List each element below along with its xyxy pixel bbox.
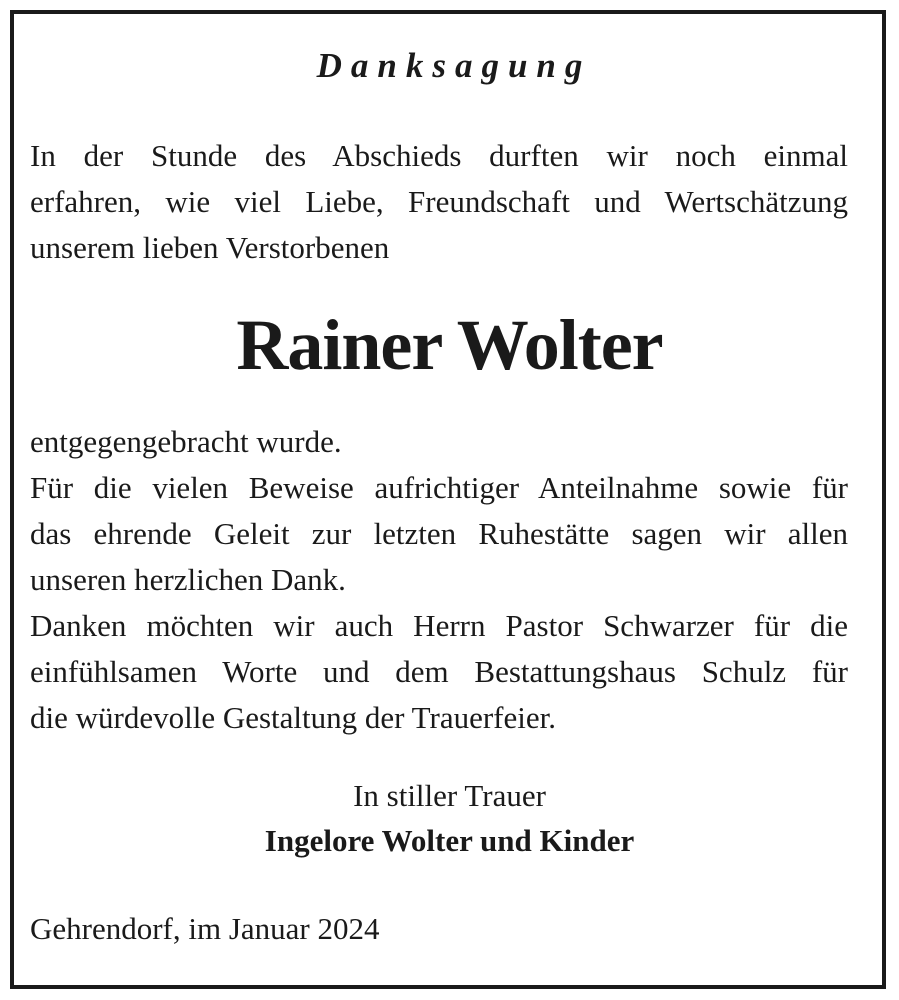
notice-heading: Danksagung: [316, 46, 592, 85]
body-paragraph: [30, 419, 848, 741]
body-line: unseren herzlichen Dank.: [30, 562, 346, 597]
body-line: Für die vielen Beweise aufrichtiger Anteilnahme sowie für: [30, 470, 848, 505]
signers: Ingelore Wolter und Kinder: [264, 823, 635, 858]
intro-paragraph: [30, 133, 848, 271]
intro-line: erfahren, wie viel Liebe, Freundschaft und Wertschätzung: [30, 184, 848, 219]
place-date: Gehrendorf, im Januar 2024: [30, 911, 380, 946]
body-line: einfühlsamen Worte und dem Bestattungshaus Schulz für: [30, 654, 848, 689]
deceased-name: Rainer Wolter: [236, 305, 663, 385]
body-line: entgegengebracht wurde.: [30, 424, 342, 459]
intro-line: In der Stunde des Abschieds durften wir noch einmal: [30, 138, 848, 173]
body-line: Danken möchten wir auch Herrn Pastor Schwarzer für die: [30, 608, 848, 643]
body-line: das ehrende Geleit zur letzten Ruhestätte sagen wir allen: [30, 516, 848, 551]
body-line: die würdevolle Gestaltung der Trauerfeier.: [30, 700, 556, 735]
mourning-line: In stiller Trauer: [353, 778, 546, 813]
intro-line: unserem lieben Verstorbenen: [30, 230, 390, 265]
